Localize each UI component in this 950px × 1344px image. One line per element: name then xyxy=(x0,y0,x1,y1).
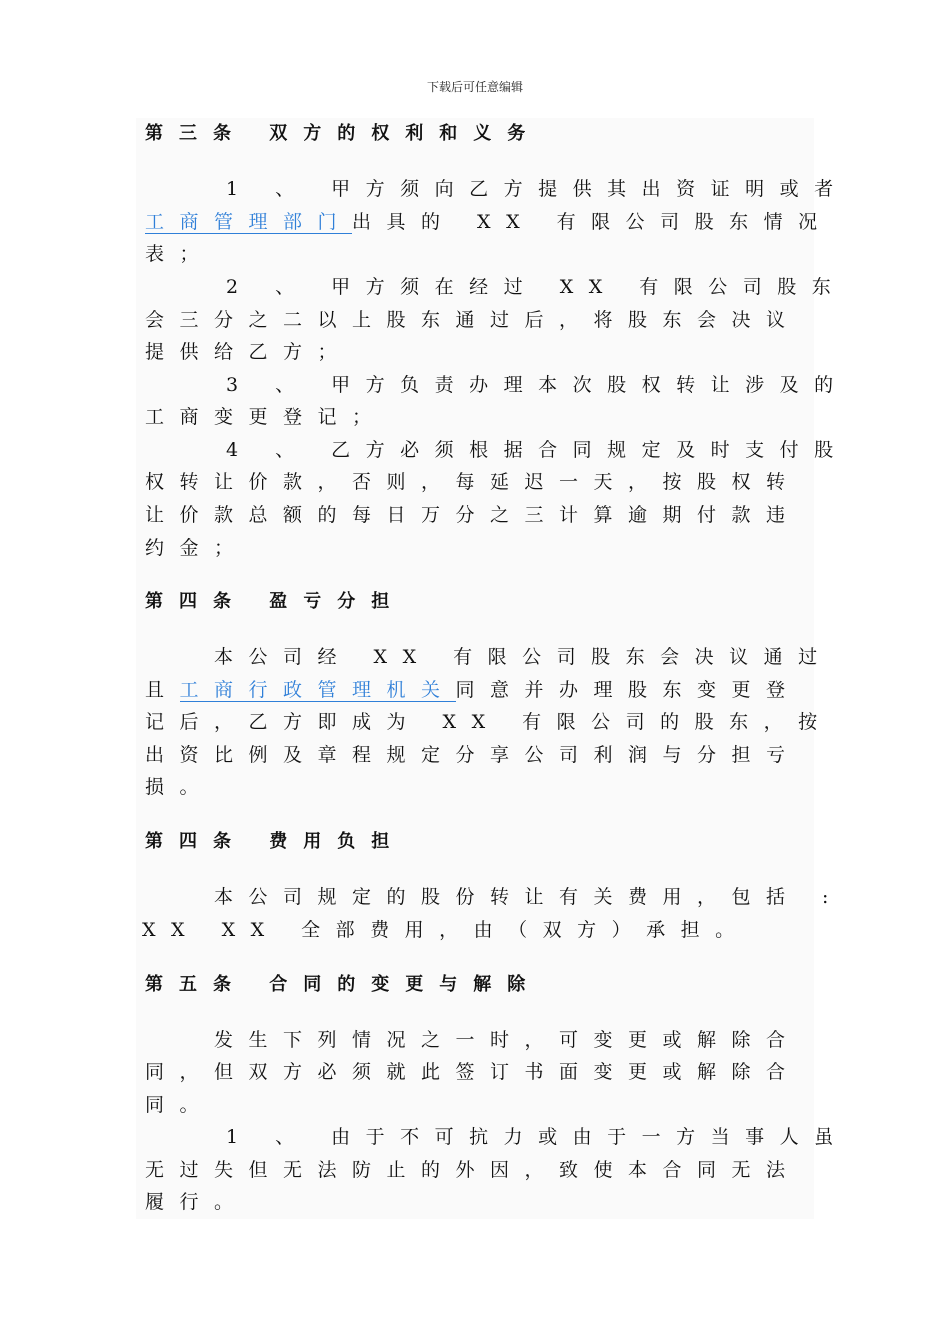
article-4-profit-line-2-prefix: 且 xyxy=(145,679,180,701)
article-3-item-4-line-1: 4 、 乙方必须根据合同规定及时支付股 xyxy=(226,439,849,461)
article-3-item-1-line-3: 表； xyxy=(145,243,215,265)
article-3-item-3-line-2: 工商变更登记； xyxy=(145,406,387,428)
article-5-line-1: 发生下列情况之一时，可变更或解除合 xyxy=(214,1029,801,1051)
article-4-profit-line-2 xyxy=(145,678,825,704)
article-4-profit-line-5: 损。 xyxy=(145,776,215,798)
article-5-line-2: 同，但双方必须就此签订书面变更或解除合 xyxy=(145,1061,801,1083)
article-4-cost-line-2: XX XX 全部费用，由（双方）承担。 xyxy=(142,919,750,941)
article-4-profit-line-3: 记后，乙方即成为 XX 有限公司的股东，按 xyxy=(145,711,833,733)
article-3-item-1-line-2-rest: 出具的 XX 有限公司股东情况 xyxy=(352,211,833,233)
article-4-profit-heading: 第四条 盈亏分担 xyxy=(145,591,406,612)
link-business-admin-dept[interactable]: 工商管理部门 xyxy=(145,211,353,233)
article-4-profit-line-1: 本公司经 XX 有限公司股东会决议通过 xyxy=(214,646,833,668)
article-5-line-3: 同。 xyxy=(145,1094,215,1116)
article-3-item-4-line-3: 让价款总额的每日万分之三计算逾期付款违 xyxy=(145,504,801,526)
article-5-item-1-line-1: 1 、 由于不可抗力或由于一方当事人虽 xyxy=(226,1126,849,1148)
article-4-profit-line-4: 出资比例及章程规定分享公司利润与分担亏 xyxy=(145,744,801,766)
article-5-item-1-line-3: 履行。 xyxy=(145,1191,249,1213)
article-3-item-4-line-4: 约金； xyxy=(145,537,249,559)
article-3-item-2-line-3: 提供给乙方； xyxy=(145,341,353,363)
article-5-item-1-line-2: 无过失但无法防止的外因，致使本合同无法 xyxy=(145,1159,801,1181)
article-4-profit-line-2-rest: 同意并办理股东变更登 xyxy=(455,679,801,701)
article-4-cost-heading: 第四条 费用负担 xyxy=(145,831,406,852)
article-3-heading: 第三条 双方的权利和义务 xyxy=(145,123,542,144)
article-4-cost-line-1: 本公司规定的股份转让有关费用，包括 : xyxy=(214,886,844,908)
article-3-item-2-line-2: 会三分之二以上股东通过后，将股东会决议 xyxy=(145,309,801,331)
article-5-heading: 第五条 合同的变更与解除 xyxy=(145,974,542,995)
article-3-item-2-line-1: 2 、 甲方须在经过 XX 有限公司股东 xyxy=(226,276,847,298)
article-3-item-1-line-1: 1 、 甲方须向乙方提供其出资证明或者 xyxy=(226,178,849,200)
article-3-item-4-line-2: 权转让价款，否则，每延迟一天，按股权转 xyxy=(145,471,801,493)
article-3-item-1-line-2 xyxy=(145,210,833,236)
link-business-admin-authority[interactable]: 工商行政管理机关 xyxy=(179,679,456,701)
article-3-item-3-line-1: 3 、 甲方负责办理本次股权转让涉及的 xyxy=(226,374,849,396)
header-note: 下载后可任意编辑 xyxy=(426,80,523,94)
